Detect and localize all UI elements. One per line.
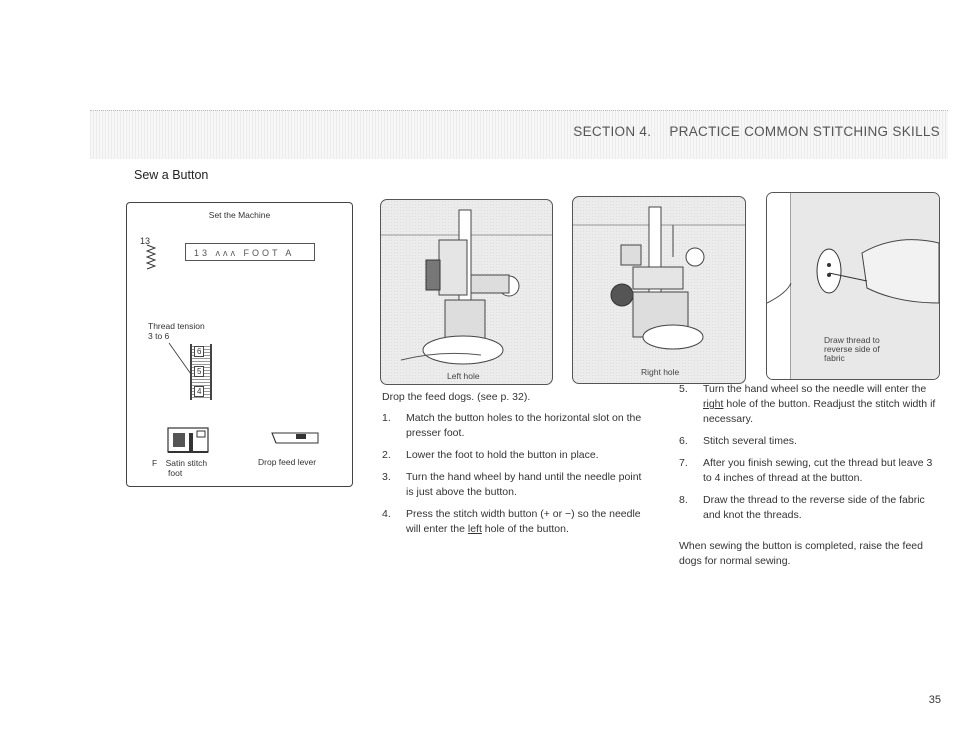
thread-caption-line2: reverse side of: [824, 344, 880, 354]
step-number: 4.: [382, 508, 391, 520]
thread-caption: [824, 336, 880, 363]
page-number: 35: [928, 694, 941, 706]
step-text: Turn the hand wheel so the needle will enter the: [703, 383, 927, 395]
drop-feed-lever-icon: [270, 425, 322, 447]
thread-tension-range: 3 to 6: [148, 331, 170, 341]
zigzag-stitch-icon: [146, 244, 156, 270]
right-instructions: [679, 382, 943, 569]
presser-foot-left-illustration: [381, 200, 552, 384]
step-number: 2.: [382, 449, 391, 461]
foot-label-line2: foot: [168, 468, 183, 478]
satin-stitch-foot-icon: [167, 425, 209, 457]
presser-foot-right-illustration: [573, 197, 745, 383]
step-number: 3.: [382, 471, 391, 483]
lcd-display: [185, 243, 315, 261]
step-text: Draw the thread to the reverse side of the fabric and knot the threads.: [703, 494, 925, 521]
list-item: [679, 493, 943, 523]
lcd-number: 13: [194, 248, 211, 258]
list-item: [382, 507, 648, 537]
step-text-after: hole of the button.: [481, 523, 569, 535]
section-label: SECTION 4.: [573, 124, 652, 139]
pattern-number: 13: [140, 236, 151, 246]
step-text: Lower the foot to hold the button in place.: [406, 449, 599, 461]
step-number: 8.: [679, 494, 688, 506]
thread-caption-line1: Draw thread to: [824, 335, 880, 345]
list-item: [382, 448, 648, 463]
thread-tension-text: Thread tension: [148, 321, 205, 331]
list-item: [679, 434, 943, 449]
step-number: 7.: [679, 457, 688, 469]
intro-text: Drop the feed dogs. (see p. 32).: [382, 391, 531, 403]
step-emphasis: right: [703, 398, 724, 410]
step-text: Turn the hand wheel by hand until the needle point is just above the button.: [406, 471, 642, 498]
section-title: PRACTICE COMMON STITCHING SKILLS: [669, 124, 940, 139]
step-number: 5.: [679, 383, 688, 395]
step-number: 6.: [679, 435, 688, 447]
step-number: 1.: [382, 412, 391, 424]
dial-value-5: 5: [194, 366, 204, 377]
steps-list-left: [382, 411, 648, 537]
step-text: Stitch several times.: [703, 435, 797, 447]
steps-list-right: [679, 382, 943, 523]
step-text-after: hole of the button. Readjust the stitch width if necessary.: [703, 398, 936, 425]
list-item: [382, 470, 648, 500]
dial-value-6: 6: [194, 346, 204, 357]
draw-thread-figure: [766, 192, 940, 380]
list-item: [679, 382, 943, 427]
right-hole-figure: [572, 196, 746, 384]
step-text: Match the button holes to the horizontal slot on the presser foot.: [406, 412, 642, 439]
left-instructions: [382, 390, 648, 544]
satin-foot-label: [152, 458, 207, 478]
right-hole-caption: Right hole: [641, 367, 680, 377]
step-emphasis: left: [467, 523, 482, 535]
list-item: [382, 411, 648, 441]
dial-value-4: 4: [194, 386, 204, 397]
set-machine-panel: [126, 202, 353, 487]
set-machine-title: Set the Machine: [208, 210, 271, 220]
foot-letter: F: [152, 458, 158, 468]
step-text: Press the stitch width button (+ or −) so the needle will enter the: [406, 508, 641, 535]
step-text: After you finish sewing, cut the thread but leave 3 to 4 inches of thread at the button.: [703, 457, 933, 484]
thread-tension-label: [148, 321, 205, 341]
lcd-stitch: ʌʌʌ: [215, 248, 239, 258]
left-hole-figure: [380, 199, 553, 385]
drop-feed-label: Drop feed lever: [258, 457, 317, 467]
left-hole-caption: Left hole: [447, 371, 480, 381]
lcd-foot: FOOT A: [243, 248, 295, 258]
page-title: Sew a Button: [134, 168, 209, 182]
section-header: [559, 124, 940, 139]
closing-text: When sewing the button is completed, raise the feed dogs for normal sewing.: [679, 540, 923, 567]
foot-label-line1: Satin stitch: [165, 458, 208, 468]
thread-caption-line3: fabric: [824, 353, 845, 363]
tension-dial: [190, 344, 212, 400]
list-item: [679, 456, 943, 486]
